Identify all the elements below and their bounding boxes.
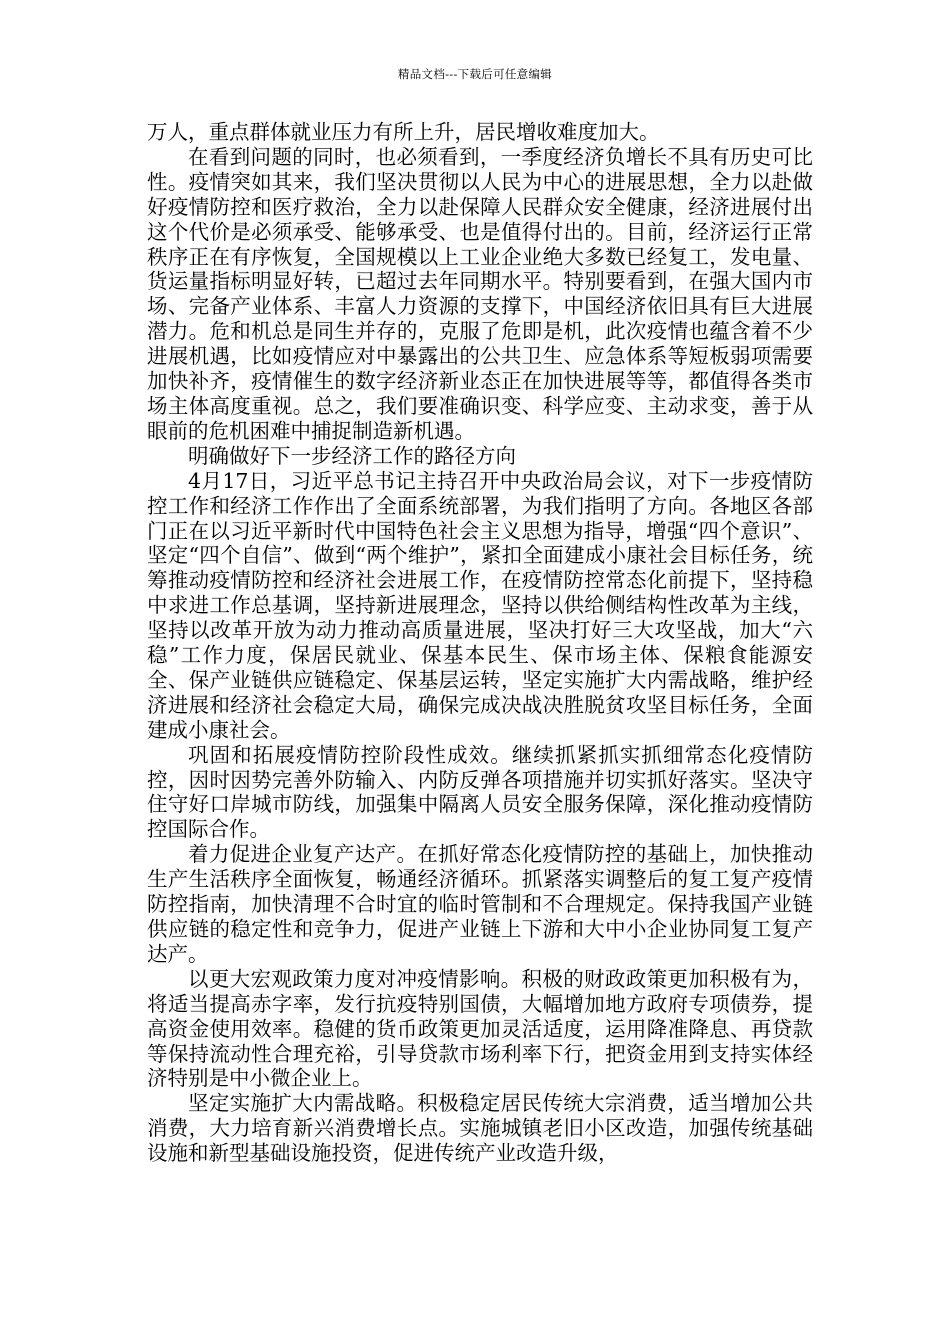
paragraph-macro-policy: 以更大宏观政策力度对冲疫情影响。积极的财政政策更加积极有为，将适当提高赤字率，发行抗疫特别国债，大幅增加地方政府专项债券，提高资金使用效率。稳健的货币政策更加灵活适度，运用降准降息、再贷款等保持流动性合理充裕，引导贷款市场利率下行，把资金用到支持实体经济特别是中小微企业上。: [147, 966, 813, 1091]
document-body: [147, 120, 813, 1166]
header-note: 精品文档---下载后可任意编辑: [397, 67, 553, 81]
paragraph-continuation: 万人，重点群体就业压力有所上升，居民增收难度加大。: [147, 120, 660, 144]
paragraph-domestic-demand: 坚定实施扩大内需战略。积极稳定居民传统大宗消费，适当增加公共消费，大力培育新兴消费增长点。实施城镇老旧小区改造，加强传统基础设施和新型基础设施投资，促进传统产业改造升级，: [147, 1091, 813, 1166]
paragraph-meeting: 4月17日，习近平总书记主持召开中央政治局会议，对下一步疫情防控工作和经济工作作出了全面系统部署，为我们指明了方向。各地区各部门正在以习近平新时代中国特色社会主义思想为指导，增强“四个意识”、坚定“四个自信”、做到“两个维护”，紧扣全面建成小康社会目标任务，统筹推动疫情防控和经济社会进展工作，在疫情防控常态化前提下，坚持稳中求进工作总基调，坚持新进展理念，坚持以供给侧结构性改革为主线，坚持以改革开放为动力推动高质量进展，坚决打好三大攻坚战，加大“六稳”工作力度，保居民就业、保基本民生、保市场主体、保粮食能源安全、保产业链供应链稳定、保基层运转，坚定实施扩大内需战略，维护经济进展和经济社会稳定大局，确保完成决战决胜脱贫攻坚目标任务，全面建成小康社会。: [147, 468, 813, 742]
section-heading: 明确做好下一步经济工作的路径方向: [188, 443, 516, 468]
paragraph-resumption: 着力促进企业复产达产。在抓好常态化疫情防控的基础上，加快推动生产生活秩序全面恢复，畅通经济循环。抓紧落实调整后的复工复产疫情防控指南，加快清理不合时宜的临时管制和不合理规定。保持我国产业链供应链的稳定性和竞争力，促进产业链上下游和大中小企业协同复工复产达产。: [147, 842, 813, 966]
paragraph-outlook: 在看到问题的同时，也必须看到，一季度经济负增长不具有历史可比性。疫情突如其来，我们坚决贯彻以人民为中心的进展思想，全力以赴做好疫情防控和医疗救治，全力以赴保障人民群众安全健康，经济进展付出这个代价是必须承受、能够承受、也是值得付出的。目前，经济运行正常秩序正在有序恢复，全国规模以上工业企业绝大多数已经复工，发电量、货运量指标明显好转，已超过去年同期水平。特别要看到，在强大国内市场、完备产业体系、丰富人力资源的支撑下，中国经济依旧具有巨大进展潜力。危和机总是同生并存的，克服了危即是机，此次疫情也蕴含着不少进展机遇，比如疫情应对中暴露出的公共卫生、应急体系等短板弱项需要加快补齐，疫情催生的数字经济新业态正在加快进展等等，都值得各类市场主体高度重视。总之，我们要准确识变、科学应变、主动求变，善于从眼前的危机困难中捕捉制造新机遇。: [147, 144, 813, 443]
paragraph-epidemic-control: 巩固和拓展疫情防控阶段性成效。继续抓紧抓实抓细常态化疫情防控，因时因势完善外防输入、内防反弹各项措施并切实抓好落实。坚决守住守好口岸城市防线，加强集中隔离人员安全服务保障，深化推动疫情防控国际合作。: [147, 742, 813, 842]
